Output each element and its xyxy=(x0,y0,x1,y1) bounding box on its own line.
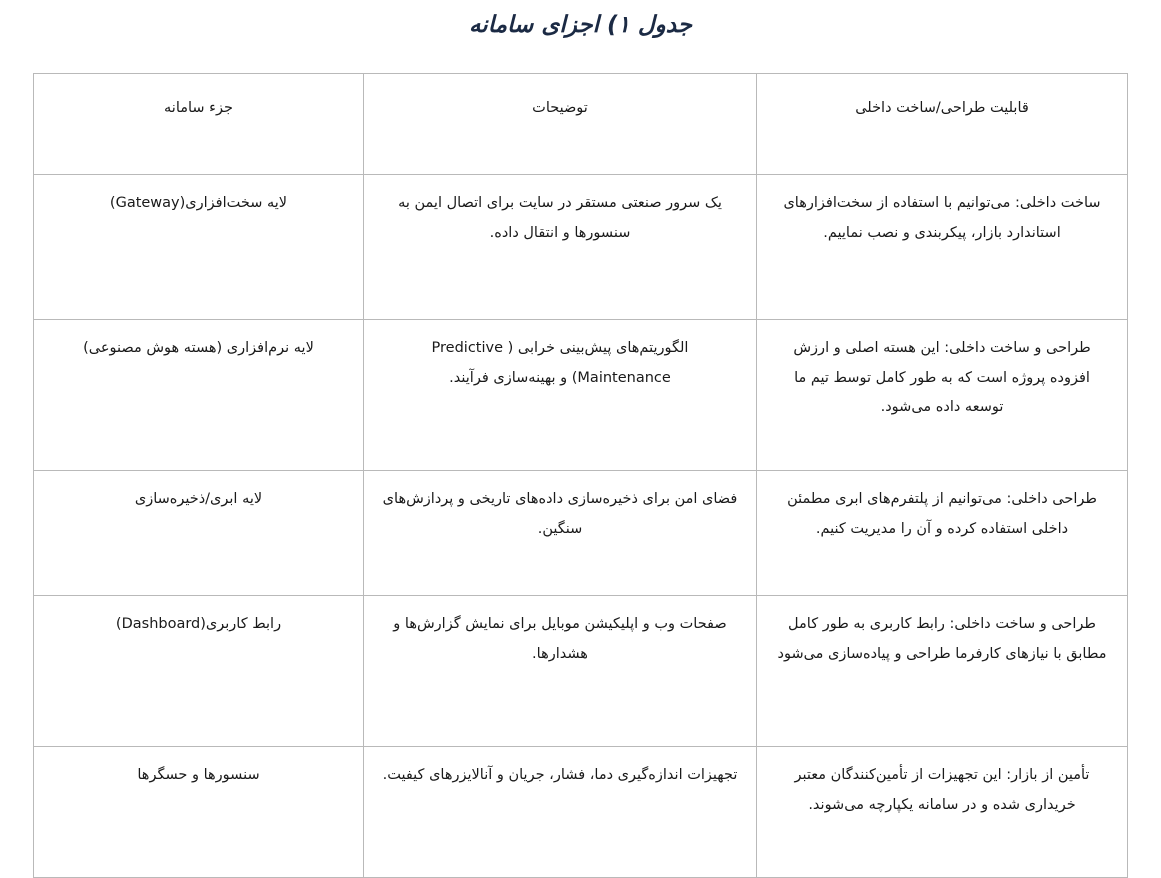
cell-capability xyxy=(757,320,1128,471)
table-row xyxy=(34,471,1128,596)
cell-capability xyxy=(757,471,1128,596)
cell-component-text: رابط کاربری(Dashboard) xyxy=(115,616,282,632)
cell-component-text: لایه ابری/ذخیره‌سازی xyxy=(134,491,263,507)
cell-description xyxy=(364,747,757,878)
column-header-capability xyxy=(757,74,1128,175)
cell-capability-text: ساخت داخلی: می‌توانیم با استفاده از سخت‌افزارهای استاندارد بازار، پیکربندی و نصب نماییم. xyxy=(783,195,1101,241)
cell-capability xyxy=(757,596,1128,747)
cell-description xyxy=(364,471,757,596)
column-header-description xyxy=(364,74,757,175)
page-title: جدول ۱) اجزای سامانه xyxy=(468,12,693,38)
column-header-component xyxy=(34,74,364,175)
cell-capability-text: طراحی و ساخت داخلی: این هسته اصلی و ارزش افزوده پروژه است که به طور کامل توسط تیم ما توسعه داده می‌شود. xyxy=(793,340,1091,416)
column-header-capability-label: قابلیت طراحی/ساخت داخلی xyxy=(855,100,1029,116)
table-row xyxy=(34,747,1128,878)
cell-description-text: تجهیزات اندازه‌گیری دما، فشار، جریان و آنالایزرهای کیفیت. xyxy=(382,767,738,783)
cell-component xyxy=(34,320,364,471)
cell-capability-text: تأمین از بازار: این تجهیزات از تأمین‌کنندگان معتبر خریداری شده و در سامانه یکپارچه می‌شوند. xyxy=(794,767,1090,813)
cell-component-text: لایه نرم‌افزاری (هسته هوش مصنوعی) xyxy=(83,340,314,356)
table-row xyxy=(34,175,1128,320)
cell-description-text: فضای امن برای ذخیره‌سازی داده‌های تاریخی و پردازش‌های سنگین. xyxy=(382,491,738,537)
cell-capability xyxy=(757,747,1128,878)
table-header-row xyxy=(34,74,1128,175)
system-components-table xyxy=(33,73,1128,878)
cell-component-text: سنسورها و حسگرها xyxy=(137,767,260,783)
cell-description-text: یک سرور صنعتی مستقر در سایت برای اتصال ایمن به سنسورها و انتقال داده. xyxy=(398,195,722,241)
cell-component xyxy=(34,747,364,878)
cell-description xyxy=(364,175,757,320)
cell-capability xyxy=(757,175,1128,320)
table-row xyxy=(34,596,1128,747)
cell-component-text: لایه سخت‌افزاری(Gateway) xyxy=(109,195,288,211)
cell-component xyxy=(34,596,364,747)
table-container xyxy=(34,73,1128,878)
table-header xyxy=(34,74,1128,175)
cell-description-text: الگوریتم‌های پیش‌بینی خرابی ( Predictive Maintenance) و بهینه‌سازی فرآیند. xyxy=(431,340,689,386)
cell-capability-text: طراحی و ساخت داخلی: رابط کاربری به طور کامل مطابق با نیازهای کارفرما طراحی و پیاده‌سازی می‌شود xyxy=(777,616,1107,662)
cell-description xyxy=(364,596,757,747)
cell-component xyxy=(34,471,364,596)
table-body xyxy=(34,175,1128,878)
cell-description-text: صفحات وب و اپلیکیشن موبایل برای نمایش گزارش‌ها و هشدارها. xyxy=(393,616,727,662)
cell-component xyxy=(34,175,364,320)
column-header-description-label: توضیحات xyxy=(532,100,588,116)
column-header-component-label: جزء سامانه xyxy=(164,100,233,116)
cell-capability-text: طراحی داخلی: می‌توانیم از پلتفرم‌های ابری مطمئن داخلی استفاده کرده و آن را مدیریت کنیم. xyxy=(787,491,1097,537)
table-row xyxy=(34,320,1128,471)
cell-description xyxy=(364,320,757,471)
